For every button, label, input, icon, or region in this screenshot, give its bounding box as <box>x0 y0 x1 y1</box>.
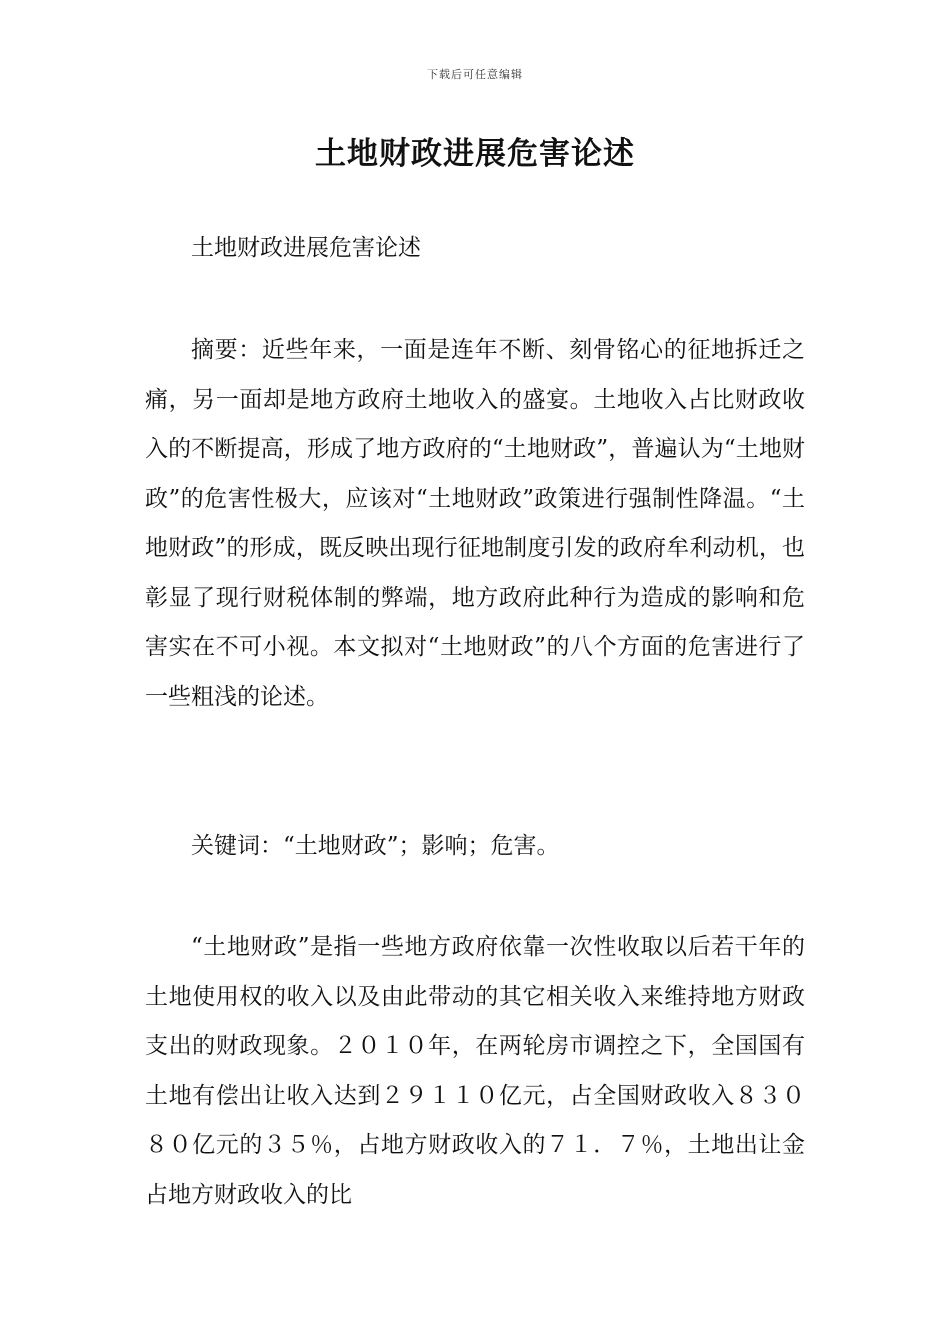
subtitle-paragraph: 土地财政进展危害论述 <box>191 235 421 261</box>
intro-paragraph: “土地财政”是指一些地方政府依靠一次性收取以后若干年的土地使用权的收入以及由此带动的其它相关收入来维持地方财政支出的财政现象。２０１０年，在两轮房市调控之下，全国国有土地有偿出让收入达到２９１１０亿元，占全国财政收入８３０８０亿元的３５％，占地方财政收入的７１．７％，土地出让金占地方财政收入的比 <box>145 934 805 1208</box>
keywords-paragraph: 关键词：“土地财政”；影响；危害。 <box>191 833 560 859</box>
abstract-paragraph: 摘要：近些年来，一面是连年不断、刻骨铭心的征地拆迁之痛，另一面却是地方政府土地收入的盛宴。土地收入占比财政收入的不断提高，形成了地方政府的“土地财政”，普遍认为“土地财政”的危害性极大，应该对“土地财政”政策进行强制性降温。“土地财政”的形成，既反映出现行征地制度引发的政府牟利动机，也彰显了现行财税体制的弊端，地方政府此种行为造成的影响和危害实在不可小视。本文拟对“土地财政”的八个方面的危害进行了一些粗浅的论述。 <box>145 337 805 710</box>
document-title: 土地财政进展危害论述 <box>315 136 635 172</box>
header-note: 下载后可任意编辑 <box>427 68 523 81</box>
